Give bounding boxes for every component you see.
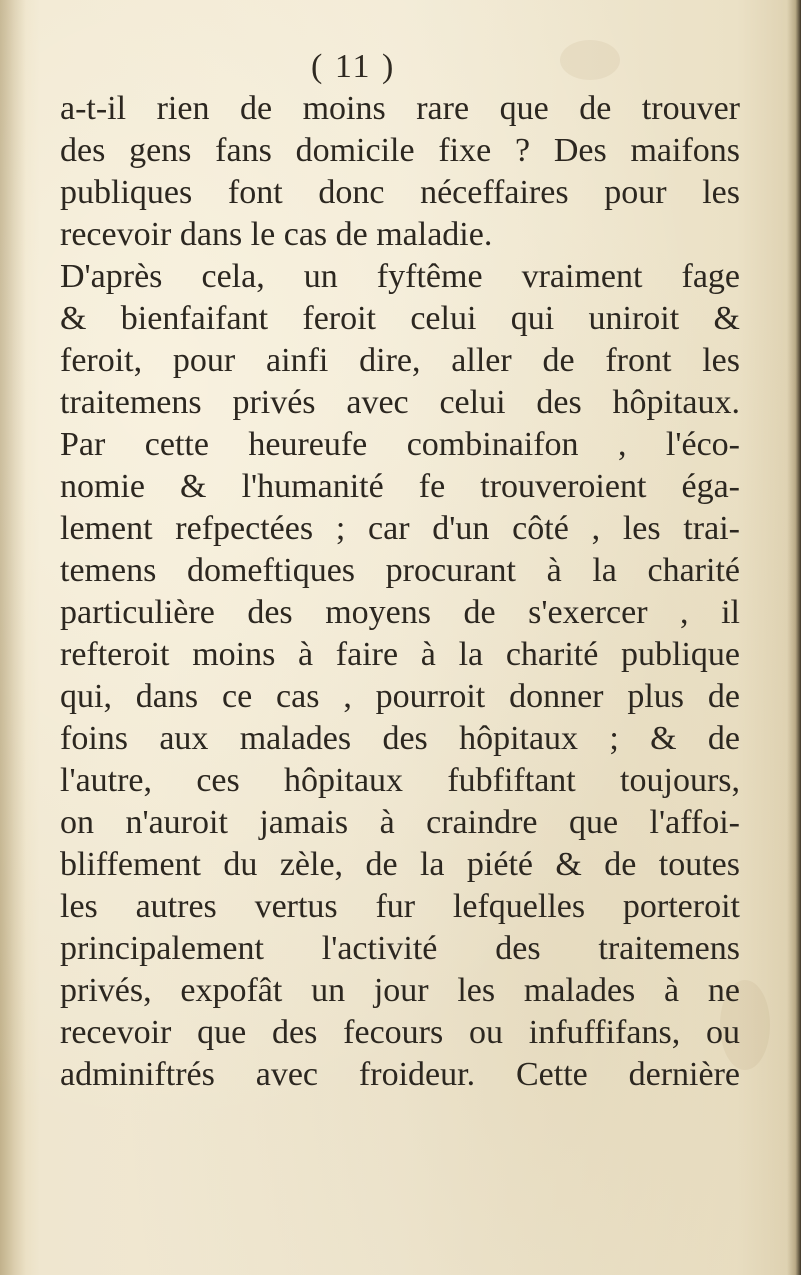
text-line: foins aux malades des hôpitaux ; & de — [60, 720, 740, 757]
page-number: ( 11 ) — [311, 48, 396, 85]
text-line: publiques font donc néceffaires pour les — [60, 174, 740, 211]
text-line: particulière des moyens de s'exercer , il — [60, 594, 740, 631]
text-line: lement refpectées ; car d'un côté , les trai- — [60, 510, 740, 547]
text-line: temens domeftiques procurant à la charité — [60, 552, 740, 589]
text-line: bliffement du zèle, de la piété & de toutes — [60, 846, 740, 883]
text-line: on n'auroit jamais à craindre que l'affoi- — [60, 804, 740, 841]
body-text — [60, 88, 740, 1096]
text-line: Par cette heureufe combinaifon , l'éco- — [60, 426, 740, 463]
text-line: principalement l'activité des traitemens — [60, 930, 740, 967]
text-line: recevoir dans le cas de maladie. — [60, 216, 493, 253]
paper-stain — [560, 40, 620, 80]
text-line: l'autre, ces hôpitaux fubfiftant toujours, — [60, 762, 740, 799]
text-line: & bienfaifant feroit celui qui uniroit & — [60, 300, 740, 337]
text-line: nomie & l'humanité fe trouveroient éga- — [60, 468, 740, 505]
text-line: traitemens privés avec celui des hôpitaux. — [60, 384, 740, 421]
text-line: adminiftrés avec froideur. Cette dernière — [60, 1056, 740, 1093]
text-line: D'après cela, un fyftême vraiment fage — [60, 258, 740, 295]
page-gutter-shadow — [0, 0, 26, 1275]
text-line: qui, dans ce cas , pourroit donner plus de — [60, 678, 740, 715]
text-line: a-t-il rien de moins rare que de trouver — [60, 90, 740, 127]
text-line: les autres vertus fur lefquelles porteroit — [60, 888, 740, 925]
text-line: feroit, pour ainfi dire, aller de front les — [60, 342, 740, 379]
text-line: des gens fans domicile fixe ? Des maifons — [60, 132, 740, 169]
text-line: privés, expofât un jour les malades à ne — [60, 972, 740, 1009]
page-edge — [787, 0, 801, 1275]
text-line: recevoir que des fecours ou infuffifans, ou — [60, 1014, 740, 1051]
text-line: refteroit moins à faire à la charité publique — [60, 636, 740, 673]
